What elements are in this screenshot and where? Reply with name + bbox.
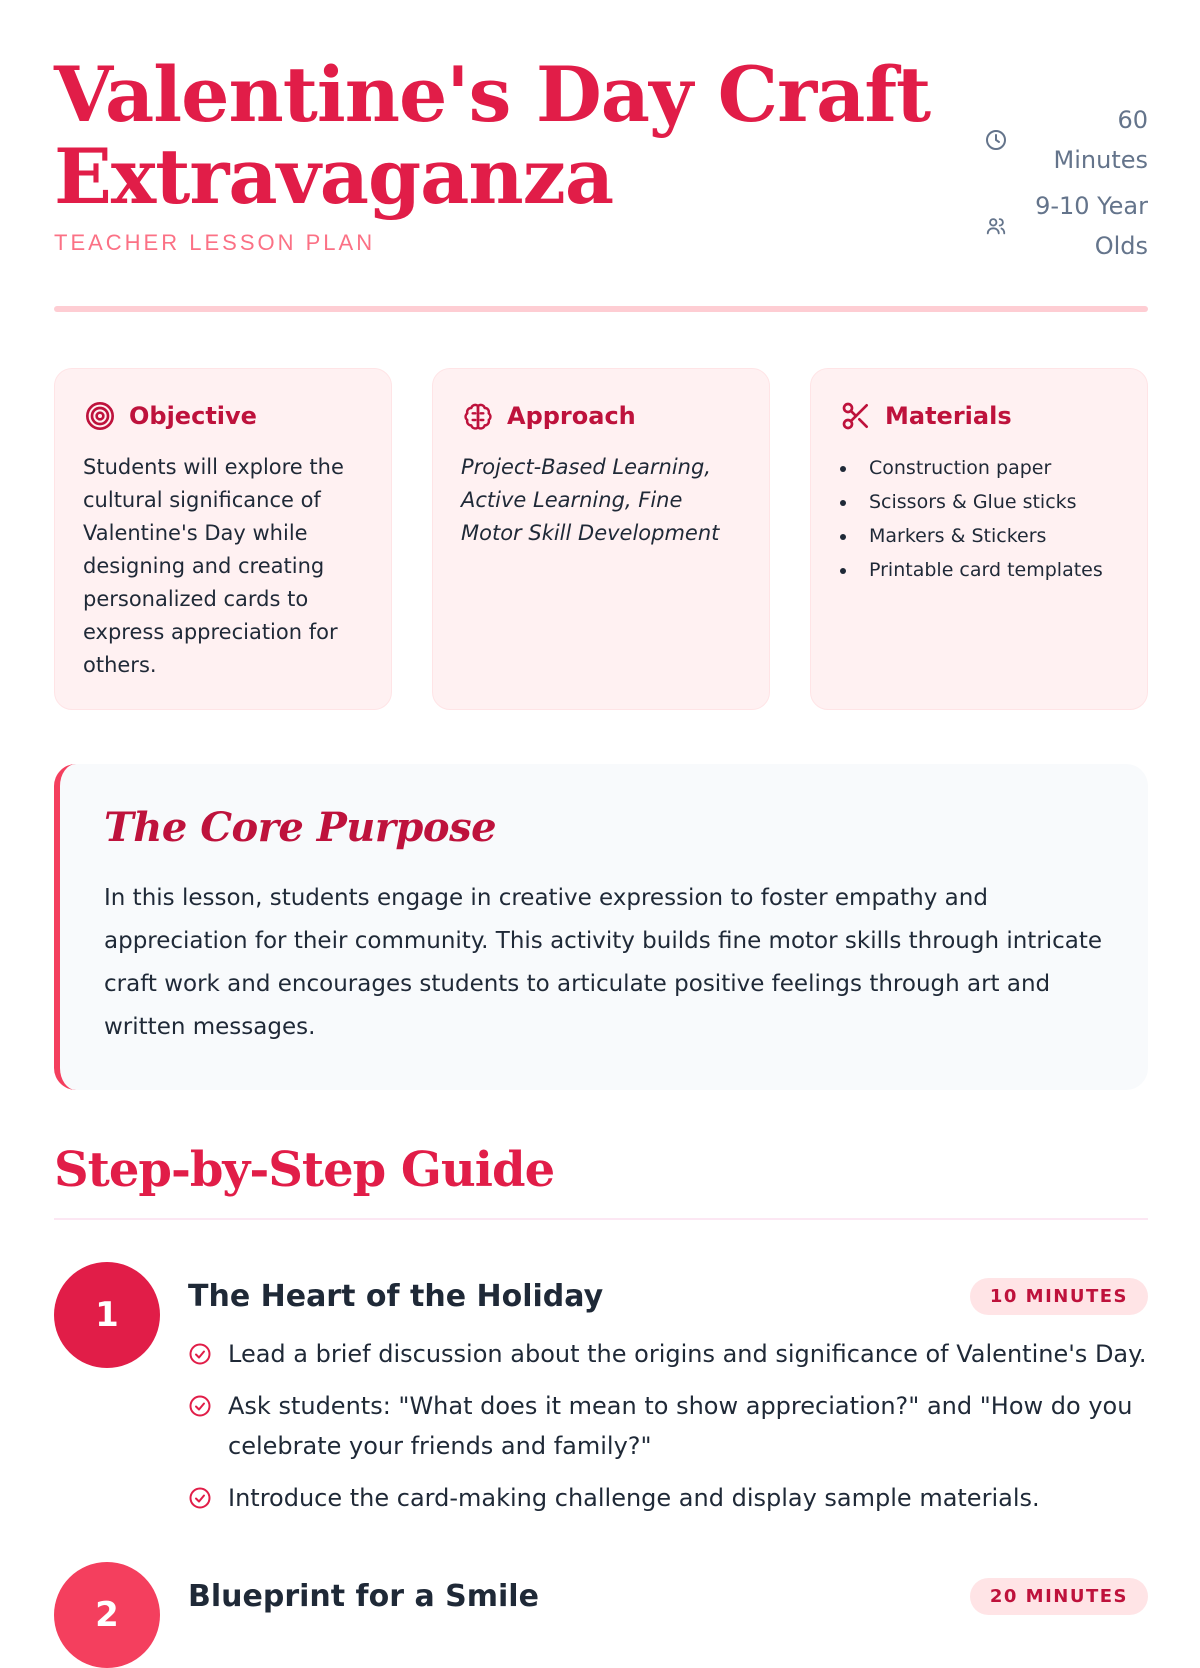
guide-divider [54, 1218, 1148, 1220]
core-purpose-text: In this lesson, students engage in creative expression to foster empathy and appreciation for their community. This activity builds fine motor skills through intricate craft work and encourages students to articulate positive feelings through art and written messages. [104, 885, 1103, 1040]
age-meta [948, 186, 1148, 266]
duration-badge: 10 MINUTES [970, 1278, 1148, 1315]
lesson-meta [948, 100, 1148, 272]
core-purpose-title: The Core Purpose [104, 804, 497, 851]
users-icon [984, 214, 1008, 238]
list-item: Introduce the card-making challenge and display sample materials. [188, 1478, 1148, 1518]
materials-label: Materials [885, 402, 1012, 430]
list-item: Scissors & Glue sticks [839, 485, 1119, 519]
overview-cards [54, 368, 1148, 710]
list-item: Printable card templates [839, 553, 1119, 587]
approach-card [432, 368, 770, 710]
check-circle-icon [188, 1334, 214, 1374]
step-number: 2 [54, 1562, 160, 1668]
core-purpose-panel [54, 764, 1148, 1090]
objective-card [54, 368, 392, 710]
materials-card [810, 368, 1148, 710]
objective-label: Objective [129, 402, 257, 430]
age-text: 9-10 Year Olds [1035, 192, 1148, 260]
brain-icon [461, 399, 495, 433]
materials-list [839, 451, 1119, 587]
page-subtitle: TEACHER LESSON PLAN [54, 230, 376, 255]
step-checklist [188, 1334, 1148, 1518]
step-title: Blueprint for a Smile [188, 1578, 539, 1614]
list-item: Markers & Stickers [839, 519, 1119, 553]
scissors-icon [839, 399, 873, 433]
guide-title: Step-by-Step Guide [54, 1142, 555, 1198]
page-title: Valentine's Day Craft Extravaganza [54, 50, 931, 221]
step-number: 1 [54, 1262, 160, 1368]
target-icon [83, 399, 117, 433]
approach-text: Project-Based Learning, Active Learning, Fine Motor Skill Development [461, 455, 720, 545]
clock-icon [984, 128, 1008, 152]
lesson-header [54, 50, 1148, 314]
objective-text: Students will explore the cultural significance of Valentine's Day while designing and creating personalized cards to express appreciation for others. [83, 455, 344, 677]
duration-text: 60 Minutes [1053, 106, 1148, 174]
list-item: Lead a brief discussion about the origins and significance of Valentine's Day. [188, 1334, 1148, 1374]
step-title: The Heart of the Holiday [188, 1278, 604, 1314]
check-circle-icon [188, 1478, 214, 1518]
list-item: Ask students: "What does it mean to show appreciation?" and "How do you celebrate your friends and family?" [188, 1386, 1148, 1466]
approach-label: Approach [507, 402, 636, 430]
list-item: Construction paper [839, 451, 1119, 485]
header-divider [54, 306, 1148, 312]
duration-meta [948, 100, 1148, 180]
duration-badge: 20 MINUTES [970, 1578, 1148, 1615]
check-circle-icon [188, 1386, 214, 1426]
